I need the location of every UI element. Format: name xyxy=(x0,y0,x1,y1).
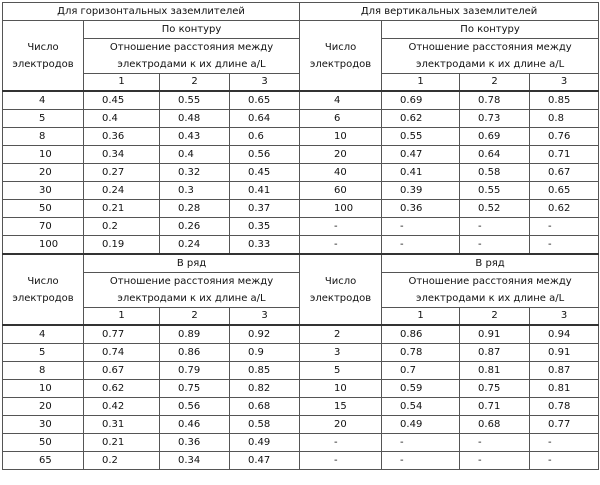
vertical-section-title: Для вертикальных заземлителей xyxy=(300,3,599,21)
coefficient-cell: 0.41 xyxy=(230,182,300,200)
coefficient-cell: 0.75 xyxy=(160,380,230,398)
coefficient-cell: 0.78 xyxy=(382,344,460,362)
coefficient-cell: 0.86 xyxy=(382,325,460,344)
electrode-count-cell: 50 xyxy=(3,434,84,452)
electrode-count-cell: 15 xyxy=(300,398,382,416)
coefficient-cell: - xyxy=(382,434,460,452)
coefficient-cell: 0.68 xyxy=(230,398,300,416)
table-row xyxy=(3,200,599,218)
coefficient-cell: 0.6 xyxy=(230,128,300,146)
coefficient-cell: 0.36 xyxy=(382,200,460,218)
coefficient-cell: 0.9 xyxy=(230,344,300,362)
coefficient-cell: 0.34 xyxy=(160,452,230,470)
coefficient-cell: 0.24 xyxy=(160,236,230,255)
coefficient-cell: 0.36 xyxy=(160,434,230,452)
coefficient-cell: - xyxy=(460,218,530,236)
coefficient-cell: 0.41 xyxy=(382,164,460,182)
electrode-count-cell: 70 xyxy=(3,218,84,236)
table-row xyxy=(3,164,599,182)
coefficient-cell: 0.65 xyxy=(530,182,599,200)
column-number: 2 xyxy=(460,74,530,92)
coefficient-cell: 0.49 xyxy=(382,416,460,434)
coefficient-cell: 0.64 xyxy=(460,146,530,164)
coefficient-cell: 0.39 xyxy=(382,182,460,200)
coefficient-cell: 0.68 xyxy=(460,416,530,434)
table-row xyxy=(3,128,599,146)
coefficient-cell: 0.37 xyxy=(230,200,300,218)
coefficient-cell: 0.54 xyxy=(382,398,460,416)
contour-title-vertical: По контуру xyxy=(382,21,599,39)
coefficient-cell: 0.8 xyxy=(530,110,599,128)
coefficient-cell: 0.76 xyxy=(530,128,599,146)
coefficient-cell: 0.27 xyxy=(84,164,160,182)
coefficient-cell: - xyxy=(382,452,460,470)
coefficient-cell: - xyxy=(460,452,530,470)
electrode-count-cell: 30 xyxy=(3,182,84,200)
column-number: 3 xyxy=(530,308,599,326)
coefficient-cell: 0.32 xyxy=(160,164,230,182)
electrode-count-cell: 2 xyxy=(300,325,382,344)
electrode-count-cell: 5 xyxy=(3,110,84,128)
coefficient-cell: 0.56 xyxy=(230,146,300,164)
coefficients-table xyxy=(2,2,599,470)
coefficient-cell: 0.56 xyxy=(160,398,230,416)
coefficient-cell: 0.89 xyxy=(160,325,230,344)
contour-block-body xyxy=(3,91,599,254)
electrode-count-cell: - xyxy=(300,434,382,452)
electrode-count-cell: 8 xyxy=(3,362,84,380)
coefficient-cell: 0.31 xyxy=(84,416,160,434)
coefficient-cell: - xyxy=(530,452,599,470)
electrode-count-cell: 10 xyxy=(3,146,84,164)
coefficient-cell: 0.65 xyxy=(230,91,300,110)
electrode-count-cell: - xyxy=(300,452,382,470)
electrode-count-cell: 20 xyxy=(3,398,84,416)
coefficient-cell: 0.55 xyxy=(160,91,230,110)
coefficient-cell: - xyxy=(382,236,460,255)
coefficient-cell: 0.26 xyxy=(160,218,230,236)
coefficient-cell: 0.91 xyxy=(530,344,599,362)
coefficient-cell: 0.4 xyxy=(84,110,160,128)
coefficient-cell: 0.47 xyxy=(382,146,460,164)
coefficient-cell: 0.4 xyxy=(160,146,230,164)
coefficient-cell: 0.69 xyxy=(382,91,460,110)
coefficient-cell: 0.86 xyxy=(160,344,230,362)
coefficient-cell: 0.67 xyxy=(530,164,599,182)
column-number: 1 xyxy=(382,308,460,326)
coefficient-cell: 0.81 xyxy=(460,362,530,380)
coefficient-cell: 0.75 xyxy=(460,380,530,398)
coefficient-cell: 0.78 xyxy=(460,91,530,110)
coefficient-cell: 0.64 xyxy=(230,110,300,128)
electrode-count-cell: 50 xyxy=(3,200,84,218)
coefficient-cell: 0.62 xyxy=(530,200,599,218)
table-row xyxy=(3,146,599,164)
electrode-count-cell: 10 xyxy=(3,380,84,398)
table-row xyxy=(3,110,599,128)
coefficient-cell: 0.49 xyxy=(230,434,300,452)
count-header-horizontal: Число электродов xyxy=(3,254,84,325)
column-number: 2 xyxy=(460,308,530,326)
count-header-vertical: Число электродов xyxy=(300,254,382,325)
coefficient-cell: 0.94 xyxy=(530,325,599,344)
coefficient-cell: 0.3 xyxy=(160,182,230,200)
electrode-count-cell: 3 xyxy=(300,344,382,362)
column-number: 3 xyxy=(530,74,599,92)
coefficient-cell: 0.81 xyxy=(530,380,599,398)
horizontal-section-title: Для горизонтальных заземлителей xyxy=(3,3,300,21)
electrode-count-cell: 60 xyxy=(300,182,382,200)
table-row xyxy=(3,398,599,416)
electrode-count-cell: 20 xyxy=(300,416,382,434)
coefficient-cell: 0.34 xyxy=(84,146,160,164)
coefficient-cell: - xyxy=(460,236,530,255)
table-row xyxy=(3,236,599,255)
coefficient-cell: 0.36 xyxy=(84,128,160,146)
coefficient-cell: 0.71 xyxy=(530,146,599,164)
electrode-count-cell: 20 xyxy=(300,146,382,164)
coefficient-cell: 0.45 xyxy=(230,164,300,182)
table-row xyxy=(3,91,599,110)
column-number: 2 xyxy=(160,308,230,326)
coefficient-cell: - xyxy=(530,236,599,255)
coefficient-cell: 0.92 xyxy=(230,325,300,344)
coefficient-cell: 0.71 xyxy=(460,398,530,416)
table-row xyxy=(3,182,599,200)
coefficient-cell: 0.58 xyxy=(460,164,530,182)
column-number: 1 xyxy=(84,308,160,326)
electrode-count-cell: - xyxy=(300,236,382,255)
coefficient-cell: 0.58 xyxy=(230,416,300,434)
contour-block-header xyxy=(3,21,599,92)
coefficient-cell: 0.43 xyxy=(160,128,230,146)
row-block-header xyxy=(3,254,599,325)
coefficient-cell: 0.2 xyxy=(84,452,160,470)
coefficient-cell: 0.21 xyxy=(84,200,160,218)
column-number: 3 xyxy=(230,74,300,92)
ratio-header-horizontal: Отношение расстояния между электродами к их длине a/L xyxy=(84,273,300,308)
coefficient-cell: 0.82 xyxy=(230,380,300,398)
coefficient-cell: 0.47 xyxy=(230,452,300,470)
coefficient-cell: - xyxy=(460,434,530,452)
coefficient-cell: 0.79 xyxy=(160,362,230,380)
electrode-count-cell: 65 xyxy=(3,452,84,470)
table-row xyxy=(3,434,599,452)
row-block-body xyxy=(3,325,599,470)
coefficient-cell: 0.62 xyxy=(84,380,160,398)
coefficient-cell: 0.85 xyxy=(530,91,599,110)
ratio-header-horizontal: Отношение расстояния между электродами к их длине a/L xyxy=(84,39,300,74)
coefficient-cell: - xyxy=(382,218,460,236)
coefficient-cell: 0.2 xyxy=(84,218,160,236)
table-row xyxy=(3,380,599,398)
electrode-count-cell: 10 xyxy=(300,380,382,398)
electrode-count-cell: 30 xyxy=(3,416,84,434)
electrode-count-cell: 20 xyxy=(3,164,84,182)
coefficient-cell: 0.74 xyxy=(84,344,160,362)
column-number: 2 xyxy=(160,74,230,92)
coefficient-cell: 0.33 xyxy=(230,236,300,255)
electrode-count-cell: - xyxy=(300,218,382,236)
coefficient-cell: 0.46 xyxy=(160,416,230,434)
coefficient-cell: 0.78 xyxy=(530,398,599,416)
row-title-horizontal: В ряд xyxy=(84,254,300,273)
coefficient-cell: - xyxy=(530,218,599,236)
count-header-vertical: Число электродов xyxy=(300,21,382,92)
coefficient-cell: 0.91 xyxy=(460,325,530,344)
electrode-count-cell: 4 xyxy=(3,91,84,110)
electrode-count-cell: 8 xyxy=(3,128,84,146)
coefficient-cell: 0.42 xyxy=(84,398,160,416)
electrode-count-cell: 5 xyxy=(300,362,382,380)
table-row xyxy=(3,416,599,434)
coefficient-cell: 0.7 xyxy=(382,362,460,380)
electrode-count-cell: 4 xyxy=(3,325,84,344)
electrode-count-cell: 100 xyxy=(3,236,84,255)
coefficients-table-wrapper xyxy=(2,2,599,470)
ratio-header-vertical: Отношение расстояния между электродами к их длине a/L xyxy=(382,39,599,74)
table-row xyxy=(3,325,599,344)
coefficient-cell: 0.19 xyxy=(84,236,160,255)
coefficient-cell: 0.52 xyxy=(460,200,530,218)
coefficient-cell: 0.24 xyxy=(84,182,160,200)
electrode-count-cell: 40 xyxy=(300,164,382,182)
coefficient-cell: 0.55 xyxy=(382,128,460,146)
ratio-header-vertical: Отношение расстояния между электродами к их длине a/L xyxy=(382,273,599,308)
coefficient-cell: 0.62 xyxy=(382,110,460,128)
row-title-vertical: В ряд xyxy=(382,254,599,273)
coefficient-cell: - xyxy=(530,434,599,452)
electrode-count-cell: 100 xyxy=(300,200,382,218)
coefficient-cell: 0.48 xyxy=(160,110,230,128)
coefficient-cell: 0.28 xyxy=(160,200,230,218)
electrode-count-cell: 4 xyxy=(300,91,382,110)
table-row xyxy=(3,344,599,362)
coefficient-cell: 0.87 xyxy=(460,344,530,362)
table-row xyxy=(3,218,599,236)
section-header-row xyxy=(3,3,599,21)
coefficient-cell: 0.87 xyxy=(530,362,599,380)
coefficient-cell: 0.21 xyxy=(84,434,160,452)
coefficient-cell: 0.73 xyxy=(460,110,530,128)
count-header-horizontal: Число электродов xyxy=(3,21,84,92)
column-number: 1 xyxy=(382,74,460,92)
coefficient-cell: 0.85 xyxy=(230,362,300,380)
column-number: 1 xyxy=(84,74,160,92)
coefficient-cell: 0.77 xyxy=(530,416,599,434)
coefficient-cell: 0.35 xyxy=(230,218,300,236)
electrode-count-cell: 5 xyxy=(3,344,84,362)
coefficient-cell: 0.77 xyxy=(84,325,160,344)
column-number: 3 xyxy=(230,308,300,326)
table-row xyxy=(3,362,599,380)
contour-title-horizontal: По контуру xyxy=(84,21,300,39)
coefficient-cell: 0.55 xyxy=(460,182,530,200)
coefficient-cell: 0.67 xyxy=(84,362,160,380)
coefficient-cell: 0.69 xyxy=(460,128,530,146)
table-row xyxy=(3,452,599,470)
electrode-count-cell: 10 xyxy=(300,128,382,146)
coefficient-cell: 0.59 xyxy=(382,380,460,398)
electrode-count-cell: 6 xyxy=(300,110,382,128)
coefficient-cell: 0.45 xyxy=(84,91,160,110)
